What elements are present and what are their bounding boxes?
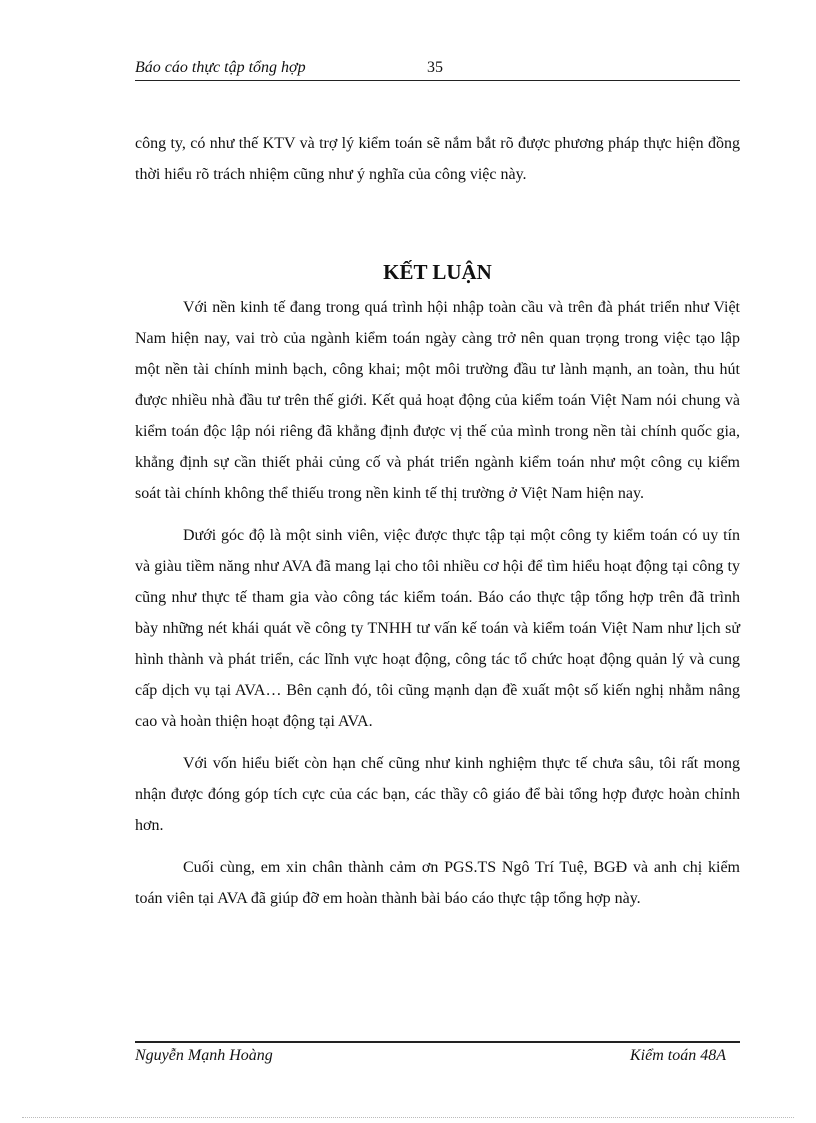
page-footer: [135, 1041, 740, 1073]
header-title: Báo cáo thực tập tổng hợp: [135, 59, 306, 76]
paragraph: Dưới góc độ là một sinh viên, việc được thực tập tại một công ty kiểm toán có uy tín và giàu tiềm năng như AVA đã mang lại cho tôi nhiều cơ hội để tìm hiểu hoạt động tại công ty cũng như thực tế tham gia vào công tác kiểm toán. Báo cáo thực tập tổng hợp trên đã trình bày những nét khái quát về công ty TNHH tư vấn kế toán và kiểm toán Việt Nam như lịch sử hình thành và phát triển, các lĩnh vực hoạt động, công tác tổ chức hoạt động quản lý và cung cấp dịch vụ tại AVA… Bên cạnh đó, tôi cũng mạnh dạn đề xuất một số kiến nghị nhằm nâng cao và hoàn thiện hoạt động tại AVA.: [135, 527, 740, 730]
page-edge-divider: [22, 1117, 794, 1118]
intro-paragraph: công ty, có như thế KTV và trợ lý kiểm toán sẽ nắm bắt rõ được phương pháp thực hiện đồng thời hiểu rõ trách nhiệm cũng như ý nghĩa của công việc này.: [135, 135, 740, 183]
paragraph: Với nền kinh tế đang trong quá trình hội nhập toàn cầu và trên đà phát triển như Việt Nam hiện nay, vai trò của ngành kiểm toán ngày càng trở nên quan trọng trong việc tạo lập một nền tài chính minh bạch, công khai; một môi trường đầu tư lành mạnh, an toàn, thu hút được nhiều nhà đầu tư trên thế giới. Kết quả hoạt động của kiểm toán Việt Nam nói chung và kiểm toán độc lập nói riêng đã khẳng định được vị thế của mình trong nền tài chính quốc gia, khẳng định sự cần thiết phải củng cố và phát triển ngành kiểm toán như một công cụ kiểm soát tài chính không thể thiếu trong nền kinh tế thị trường ở Việt Nam hiện nay.: [135, 299, 740, 502]
page-header: [135, 56, 740, 81]
section-title: KẾT LUẬN: [383, 260, 492, 284]
footer-author: Nguyễn Mạnh Hoàng: [135, 1047, 273, 1064]
paragraph: Cuối cùng, em xin chân thành cảm ơn PGS.TS Ngô Trí Tuệ, BGĐ và anh chị kiểm toán viên tại AVA đã giúp đỡ em hoàn thành bài báo cáo thực tập tổng hợp này.: [135, 859, 740, 907]
page-number: 35: [427, 59, 443, 76]
paragraph: Với vốn hiểu biết còn hạn chế cũng như kinh nghiệm thực tế chưa sâu, tôi rất mong nhận được đóng góp tích cực của các bạn, các thầy cô giáo để bài tổng hợp được hoàn chỉnh hơn.: [135, 755, 740, 834]
footer-class: Kiểm toán 48A: [630, 1047, 726, 1064]
document-body: [135, 128, 740, 925]
